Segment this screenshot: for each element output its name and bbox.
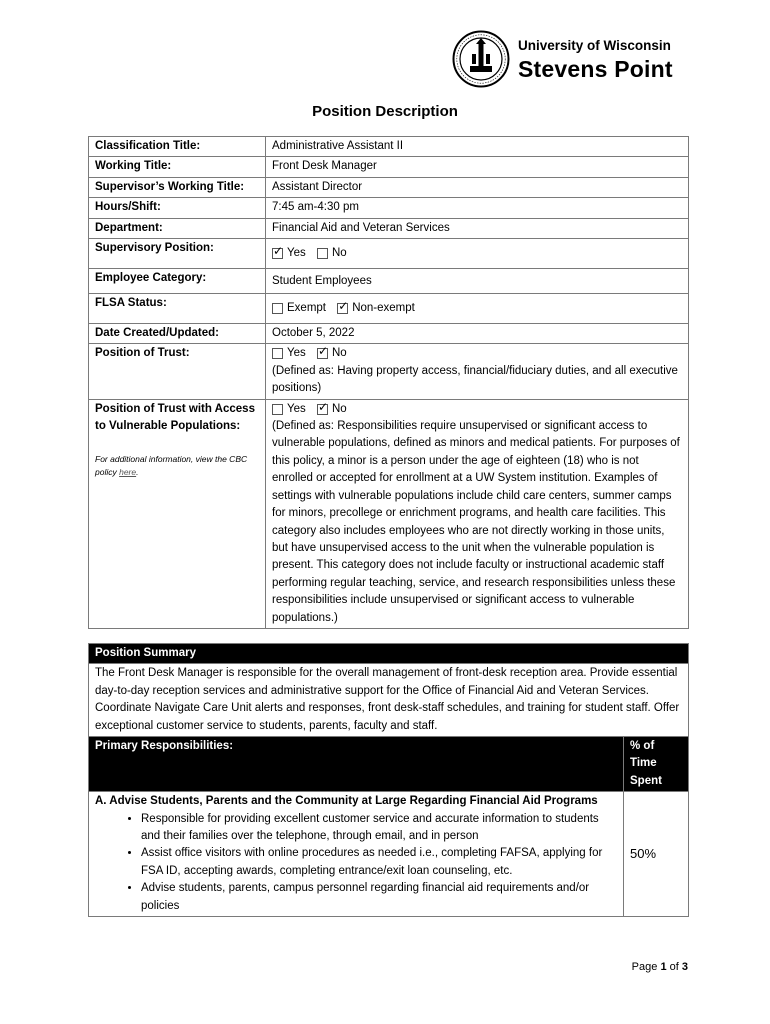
flsa-exempt-label: Exempt	[287, 302, 326, 315]
vulnerable-yes-label: Yes	[287, 402, 306, 415]
table-row	[89, 157, 689, 177]
employee-category-value: Student Employees	[266, 269, 689, 294]
hours-label: Hours/Shift:	[89, 198, 266, 218]
page-word: Page	[631, 961, 658, 973]
table-row	[89, 664, 689, 737]
date-label: Date Created/Updated:	[89, 324, 266, 344]
trust-no-label: No	[331, 347, 347, 360]
table-row	[89, 399, 689, 628]
flsa-exempt-checkbox[interactable]	[272, 303, 283, 314]
cbc-note-end: .	[136, 467, 139, 478]
classification-value: Administrative Assistant II	[266, 137, 689, 157]
flsa-label: FLSA Status:	[89, 294, 266, 324]
list-item: • Advise students, parents, campus personnel regarding financial aid requirements and/or policies	[141, 880, 617, 915]
flsa-nonexempt-checkbox[interactable]	[337, 303, 348, 314]
table-row	[89, 644, 689, 664]
cbc-policy-link[interactable]: here	[119, 467, 137, 478]
employee-category-label: Employee Category:	[89, 269, 266, 294]
summary-text: The Front Desk Manager is responsible for the overall management of front-desk reception area. Provide essential day-to-day reception services and administrative support for the Office of Financial Aid and Veteran Services. Coordinate Navigate Care Unit alerts and responses, front desk-staff schedules, and training for student staff. Offer exceptional customer service to students, parents, faculty and staff.	[89, 664, 689, 737]
classification-label: Classification Title:	[89, 137, 266, 157]
supervisory-label: Supervisory Position:	[89, 239, 266, 269]
vulnerable-no-checkbox[interactable]	[317, 404, 328, 415]
campus-name: Stevens Point	[518, 56, 673, 82]
table-row	[89, 792, 689, 917]
table-row	[89, 294, 689, 324]
list-item: • Responsible for providing excellent customer service and accurate information to students and their families over the telephone, through email, and in person	[141, 811, 617, 846]
summary-heading: Position Summary	[89, 644, 689, 664]
trust-definition: (Defined as: Having property access, financial/fiduciary duties, and all executive positions)	[272, 364, 678, 395]
vulnerable-label: Position of Trust with Access to Vulnerable Populations:	[95, 402, 255, 433]
date-value: October 5, 2022	[266, 324, 689, 344]
vulnerable-yes-checkbox[interactable]	[272, 404, 283, 415]
section-a-bullets	[95, 811, 617, 915]
university-seal-icon	[452, 30, 510, 88]
working-title-value: Front Desk Manager	[266, 157, 689, 177]
table-row	[89, 218, 689, 238]
page-number: 1	[660, 961, 667, 973]
table-row	[89, 737, 689, 792]
table-row	[89, 269, 689, 294]
department-label: Department:	[89, 218, 266, 238]
page-total: 3	[681, 961, 688, 973]
department-value: Financial Aid and Veteran Services	[266, 218, 689, 238]
supervisory-yes-label: Yes	[287, 247, 306, 260]
of-word: of	[669, 961, 679, 973]
responsibilities-table	[88, 643, 689, 917]
university-name: University of Wisconsin	[518, 38, 671, 53]
page-title: Position Description	[312, 103, 458, 120]
cbc-note-text: For additional information, view the CBC policy	[95, 454, 248, 478]
table-row	[89, 137, 689, 157]
vulnerable-definition: (Defined as: Responsibilities require unsupervised or significant access to vulnerable populations, defined as minors and medical patients. For purposes of this policy, a minor is a person under the age of eighteen (18) who is not enrolled or accepted for enrollment at a UW System institution. Examples of settings with vulnerable populations include child care centers, summer camps for minors, precollege or enrichment programs, and health care facilities. This category also includes employees who are not directly working in those units, but have unsupervised access to the unit when the vulnerable population is present. This category does not include faculty or instructional academic staff performing regular teaching, service, and research responsibilities unless these responsibilities include unsupervised or significant access to vulnerable populations.)	[272, 420, 680, 624]
table-row	[89, 177, 689, 197]
supervisory-no-label: No	[331, 247, 347, 260]
position-info-table	[88, 136, 689, 629]
percent-time-heading: % of Time Spent	[624, 737, 689, 792]
flsa-nonexempt-label: Non-exempt	[352, 302, 415, 315]
trust-yes-label: Yes	[287, 347, 306, 360]
working-title-label: Working Title:	[89, 157, 266, 177]
trust-no-checkbox[interactable]	[317, 348, 328, 359]
section-a-title: A. Advise Students, Parents and the Community at Large Regarding Financial Aid Programs	[95, 795, 598, 808]
supervisor-title-value: Assistant Director	[266, 177, 689, 197]
table-row	[89, 324, 689, 344]
university-logo	[452, 30, 692, 92]
list-item: • Assist office visitors with online procedures as needed i.e., completing FAFSA, applying for FSA ID, accepting awards, completing entrance/exit loan counseling, etc.	[141, 845, 617, 880]
page-footer	[632, 961, 688, 973]
vulnerable-no-label: No	[331, 402, 347, 415]
section-a-percent: 50%	[624, 792, 689, 917]
supervisory-no-checkbox[interactable]	[317, 248, 328, 259]
supervisor-title-label: Supervisor’s Working Title:	[89, 177, 266, 197]
cbc-policy-note	[95, 453, 259, 479]
trust-yes-checkbox[interactable]	[272, 348, 283, 359]
supervisory-yes-checkbox[interactable]	[272, 248, 283, 259]
trust-label: Position of Trust:	[89, 344, 266, 399]
hours-value: 7:45 am-4:30 pm	[266, 198, 689, 218]
table-row	[89, 198, 689, 218]
table-row	[89, 344, 689, 399]
responsibilities-heading: Primary Responsibilities:	[89, 737, 624, 792]
table-row	[89, 239, 689, 269]
